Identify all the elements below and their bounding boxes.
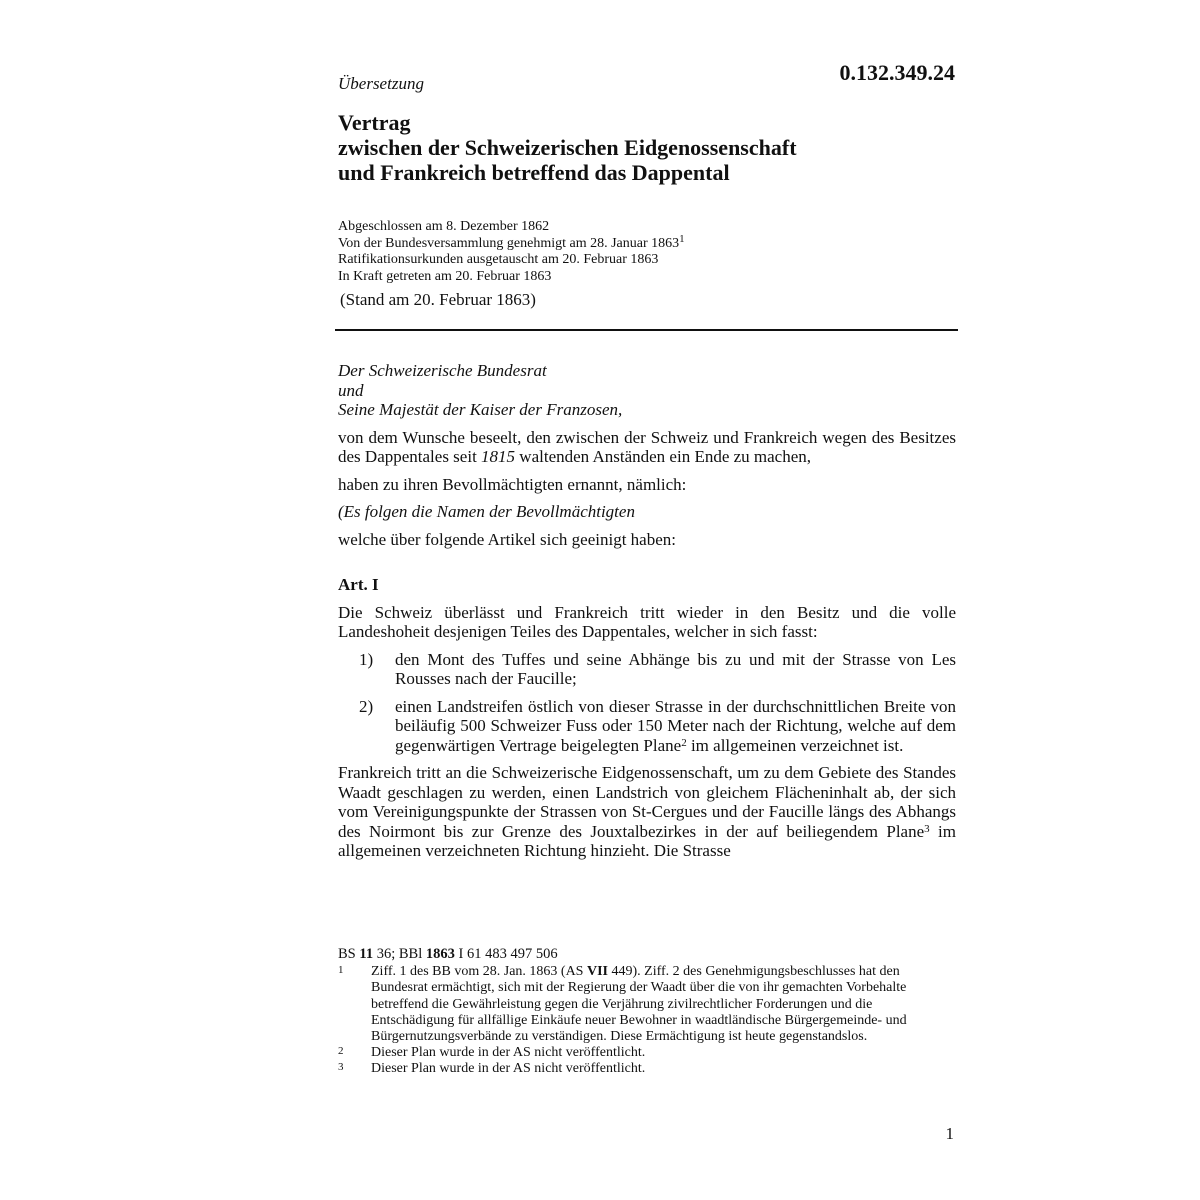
list-item-number: 2) bbox=[359, 696, 374, 716]
list-item-text-a: einen Landstreifen östlich von dieser Strasse in der durchschnittlichen Breite von beiläufig 500 Schweizer Fuss oder 150 Meter nach der Richtung, welche auf dem gegenwärtigen Vertrage beigelegten Plane bbox=[395, 696, 956, 755]
footnote-ref-1: 1 bbox=[679, 232, 685, 245]
meta-in-force: In Kraft getreten am 20. Februar 1863 bbox=[338, 268, 552, 284]
article-list bbox=[338, 650, 956, 756]
preamble-p1-text-a: von dem Wunsche beseelt, den zwischen der Schweiz und Frankreich wegen des Besitzes des Dappentales seit bbox=[338, 427, 956, 466]
preamble-paragraph-3: (Es folgen die Namen der Bevollmächtigten bbox=[338, 502, 635, 521]
src-b: 11 bbox=[359, 946, 374, 962]
page-number: 1 bbox=[945, 1124, 954, 1143]
fn1-text-b: VII bbox=[586, 964, 608, 980]
fn2-text: Dieser Plan wurde in der AS nicht veröffentlicht. bbox=[371, 1045, 646, 1061]
preamble-party-2: Seine Majestät der Kaiser der Franzosen, bbox=[338, 400, 623, 419]
header-divider bbox=[335, 329, 958, 331]
footnote-2 bbox=[338, 1045, 948, 1061]
title-line-3: und Frankreich betreffend das Dappental bbox=[338, 160, 730, 185]
main-text bbox=[338, 361, 956, 861]
preamble-party-1: Der Schweizerische Bundesrat bbox=[338, 361, 547, 380]
article-intro: Die Schweiz überlässt und Frankreich tritt wieder in den Besitz und die volle Landeshoheit desjenigen Teiles des Dappentales, welcher in sich fasst: bbox=[338, 602, 956, 641]
article-paragraph-2 bbox=[338, 763, 956, 861]
fn1-text-a: Ziff. 1 des BB vom 28. Jan. 1863 (AS bbox=[371, 964, 587, 980]
source-reference bbox=[338, 946, 948, 962]
fn3-text: Dieser Plan wurde in der AS nicht veröffentlicht. bbox=[371, 1061, 646, 1077]
preamble-and: und bbox=[338, 380, 364, 400]
fn1-text-c: 449). Ziff. 2 des Genehmigungsbeschlusses hat den Bundesrat ermächtigt, sich mit der Regierung der Waadt über die von ihr gemachten Vorbehalte betreffend die Gewährleistung gegen die Verjährung zivilrechtlicher Forderungen und die Entschädigung für allfällige Einkäufe neuer Bewohner in waadtländische Bürgergemeinde- und Bürgernutzungsverbände zu verständigen. Diese Ermächtigung ist heute gegenstandslos. bbox=[371, 964, 907, 1045]
list-item-text: den Mont des Tuffes und seine Abhänge bis zu und mit der Strasse von Les Rousses nach der Faucille; bbox=[395, 649, 956, 688]
title-line-2: zwischen der Schweizerischen Eidgenossenschaft bbox=[338, 135, 797, 160]
article-heading: Art. I bbox=[338, 575, 379, 594]
footnote-ref-2: 2 bbox=[681, 736, 687, 749]
footnote-1 bbox=[338, 964, 948, 1045]
footnote-2-number: 2 bbox=[338, 1045, 344, 1058]
src-a: BS bbox=[338, 946, 360, 962]
translation-label: Übersetzung bbox=[338, 74, 424, 93]
meta-concluded: Abgeschlossen am 8. Dezember 1862 bbox=[338, 219, 550, 234]
preamble-p1-text-b: waltenden Anständen ein Ende zu machen, bbox=[515, 447, 812, 466]
list-item bbox=[338, 650, 956, 689]
src-c: 36; BBl bbox=[373, 946, 426, 962]
sr-number: 0.132.349.24 bbox=[839, 60, 955, 85]
footnote-ref-3: 3 bbox=[924, 822, 930, 835]
footnote-3 bbox=[338, 1061, 948, 1077]
status-date: (Stand am 20. Februar 1863) bbox=[340, 290, 536, 309]
src-d: 1863 bbox=[425, 946, 455, 962]
footnote-1-number: 1 bbox=[338, 964, 344, 977]
footnotes bbox=[338, 946, 948, 1078]
preamble-paragraph-4: welche über folgende Artikel sich geeinigt haben: bbox=[338, 529, 676, 549]
document-title bbox=[338, 110, 797, 185]
article-p2-text-b: im allgemeinen verzeichneten Richtung hinzieht. Die Strasse bbox=[338, 821, 956, 860]
list-item-text-b: im allgemeinen verzeichnet ist. bbox=[686, 735, 904, 755]
list-item bbox=[338, 697, 956, 756]
meta-ratified: Ratifikationsurkunden ausgetauscht am 20. Februar 1863 bbox=[338, 252, 659, 267]
preamble-year: 1815 bbox=[481, 447, 516, 466]
title-line-1: Vertrag bbox=[338, 110, 411, 135]
article-p2-text-a: Frankreich tritt an die Schweizerische Eidgenossenschaft, um zu dem Gebiete des Standes Waadt geschlagen zu werden, einen Landstrich von gleichem Flächeninhalt ab, der sich vom Vereinigungspunkte der Strassen von St-Cergues und der Faucille längs des Abhangs des Noirmont bis zur Grenze des Jouxtalbezirkes in der auf beiliegendem Plane bbox=[338, 763, 956, 841]
footnote-3-number: 3 bbox=[338, 1061, 344, 1074]
list-item-number: 1) bbox=[359, 649, 374, 669]
meta-approved bbox=[338, 232, 685, 253]
preamble-paragraph-2: haben zu ihren Bevollmächtigten ernannt, nämlich: bbox=[338, 474, 687, 494]
preamble-paragraph-1 bbox=[338, 428, 956, 467]
src-e: I 61 483 497 506 bbox=[454, 946, 558, 962]
metadata-block bbox=[338, 219, 685, 285]
meta-approved-text: Von der Bundesversammlung genehmigt am 28. Januar 1863 bbox=[338, 235, 680, 251]
